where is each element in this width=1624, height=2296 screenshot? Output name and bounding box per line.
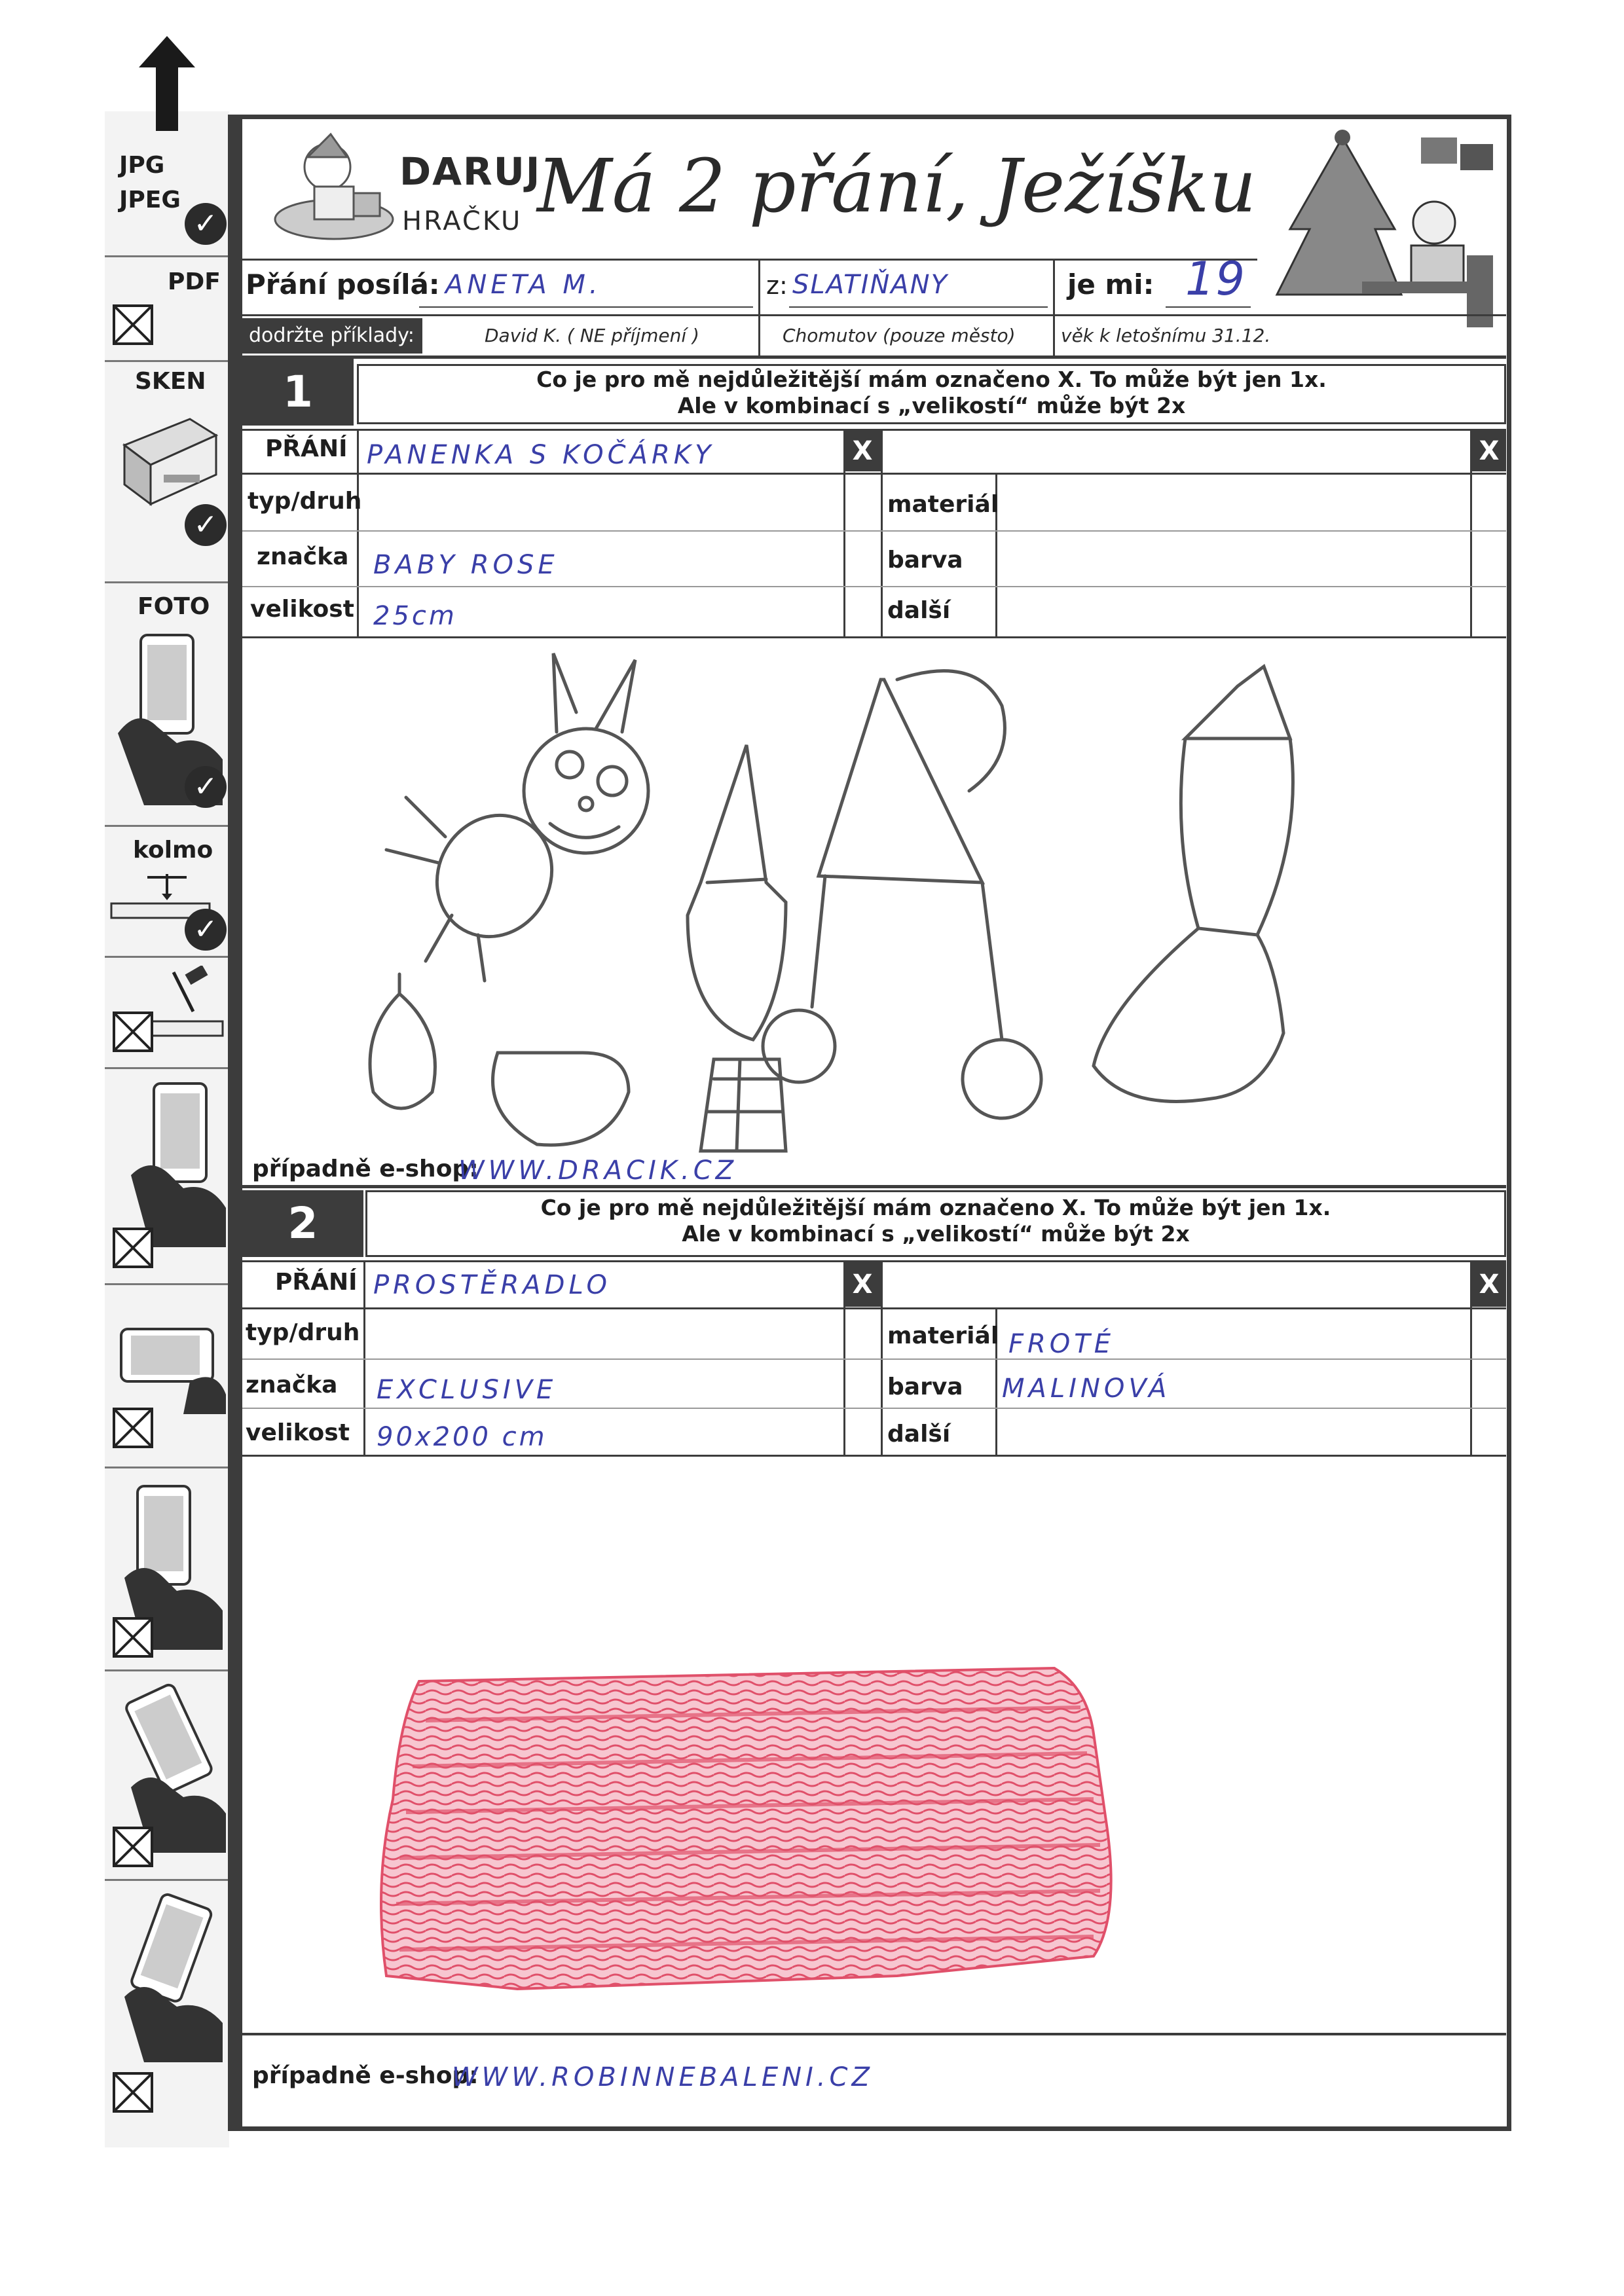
sidebar-sken-label: SKEN xyxy=(135,368,206,395)
header-divider xyxy=(242,259,1257,261)
section-divider xyxy=(242,355,1506,359)
phone-landscape-icon xyxy=(118,1303,229,1414)
instruction-line-1: Co je pro mě nejdůležitější mám označeno X. To může být jen 1x. xyxy=(536,367,1327,392)
wish-label: PŘÁNÍ xyxy=(265,435,348,462)
instruction-line-1: Co je pro mě nejdůležitější mám označeno X. To může být jen 1x. xyxy=(540,1195,1331,1220)
logo-hracku: HRAČKU xyxy=(402,206,523,236)
wish-label: PŘÁNÍ xyxy=(275,1269,358,1296)
check-icon: ✓ xyxy=(185,504,227,546)
material-label: materiál xyxy=(887,491,999,518)
material-label: materiál xyxy=(887,1322,999,1349)
table-row-line xyxy=(242,586,1506,587)
instruction-line-2: Ale v kombinací s „velikostí“ může být 2x xyxy=(682,1221,1190,1247)
sidebar-divider xyxy=(105,1467,229,1468)
christmas-tree-child-icon xyxy=(1270,124,1506,334)
size-label: velikost xyxy=(250,596,354,623)
form-left-bar xyxy=(228,115,242,2131)
sidebar-kolmo-label: kolmo xyxy=(133,837,213,864)
size-value: 90x200 cm xyxy=(377,1422,547,1452)
sidebar-divider xyxy=(105,360,229,362)
table-row-line xyxy=(242,1408,1506,1409)
field-divider xyxy=(1053,259,1055,355)
wish-value: PROSTĚRADLO xyxy=(373,1270,611,1300)
sidebar-divider xyxy=(105,581,229,583)
sidebar-divider xyxy=(105,1879,229,1881)
sidebar-divider xyxy=(105,956,229,958)
sidebar-divider xyxy=(105,1067,229,1069)
crayon-drawing xyxy=(242,1459,1506,2035)
sidebar-pdf-label: PDF xyxy=(168,268,221,295)
age-value: 19 xyxy=(1185,252,1247,306)
instruction-line-2: Ale v kombinací s „velikostí“ může být 2x xyxy=(677,393,1186,418)
example-name: David K. ( NE příjmení ) xyxy=(485,325,699,346)
size-value: 25cm xyxy=(373,601,457,631)
check-icon: ✓ xyxy=(185,909,227,951)
other-label: další xyxy=(887,597,951,624)
up-arrow-icon xyxy=(138,36,196,131)
eshop-value: WWW.ROBINNEBALENI.CZ xyxy=(452,2062,874,2092)
santa-logo-icon xyxy=(268,128,399,246)
town-underline xyxy=(789,306,1048,308)
brand-label: značka xyxy=(246,1372,338,1398)
wish-value: PANENKA S KOČÁRKY xyxy=(367,440,715,470)
examples-label: dodržte příklady: xyxy=(242,318,422,354)
example-town: Chomutov (pouze město) xyxy=(783,325,1016,346)
table-row-line xyxy=(242,530,1506,532)
field-divider xyxy=(758,259,760,355)
checkbox-crossed-icon xyxy=(113,1617,153,1658)
wish-number-badge: 2 xyxy=(242,1190,363,1257)
checkbox-crossed-icon xyxy=(113,2072,153,2113)
sidebar-divider xyxy=(105,255,229,257)
checkbox-crossed-icon xyxy=(113,1011,153,1052)
sidebar-foto-label: FOTO xyxy=(138,593,210,620)
logo-daruj: DARUJ xyxy=(399,149,542,194)
table-divider xyxy=(357,429,359,638)
sidebar-divider xyxy=(105,1283,229,1285)
sidebar-divider xyxy=(105,1669,229,1671)
age-label: je mi: xyxy=(1067,268,1154,301)
examples-divider xyxy=(242,314,1506,316)
checkbox-crossed-icon xyxy=(113,304,153,345)
priority-x-marker: X xyxy=(843,431,881,471)
checkbox-crossed-icon xyxy=(113,1827,153,1867)
table-row-line xyxy=(242,1185,1506,1188)
material-value: FROTÉ xyxy=(1008,1329,1115,1359)
type-label: typ/druh xyxy=(246,1319,360,1346)
sidebar-jpeg-label: JPEG xyxy=(119,187,181,213)
scanner-icon xyxy=(118,406,223,517)
priority-x-marker: X xyxy=(1472,431,1506,471)
eshop-label: případně e-shop: xyxy=(252,1156,479,1182)
brand-value: EXCLUSIVE xyxy=(377,1375,557,1405)
checkbox-crossed-icon xyxy=(113,1228,153,1268)
eshop-value: WWW.DRACIK.CZ xyxy=(458,1156,738,1186)
town-value: SLATIŇANY xyxy=(792,270,948,300)
age-underline xyxy=(1166,306,1251,308)
checkbox-crossed-icon xyxy=(113,1408,153,1448)
color-value: MALINOVÁ xyxy=(1002,1374,1171,1404)
type-label: typ/druh xyxy=(248,488,362,515)
priority-x-marker: X xyxy=(843,1262,881,1307)
color-label: barva xyxy=(887,547,963,574)
brand-value: BABY ROSE xyxy=(373,550,559,580)
check-icon: ✓ xyxy=(185,766,227,808)
size-label: velikost xyxy=(246,1419,350,1446)
brand-label: značka xyxy=(257,543,349,570)
sender-label: Přání posílá: xyxy=(246,268,440,301)
town-label: z: xyxy=(766,271,788,300)
sender-name-underline xyxy=(419,306,753,308)
child-drawing xyxy=(242,640,1506,1184)
table-row-line xyxy=(242,473,1506,475)
priority-x-marker: X xyxy=(1472,1262,1506,1307)
table-row-line xyxy=(242,1307,1506,1309)
eshop-label: případně e-shop: xyxy=(252,2062,479,2089)
color-label: barva xyxy=(887,1374,963,1400)
phone-in-hand-icon xyxy=(118,1077,229,1247)
table-row-line xyxy=(242,1358,1506,1360)
page-title: Má 2 přání, Ježíšku xyxy=(537,144,1257,229)
sidebar-divider xyxy=(105,825,229,827)
example-age: věk k letošnímu 31.12. xyxy=(1061,325,1271,346)
table-row-line xyxy=(242,2033,1506,2035)
phone-tilted-icon xyxy=(118,1892,229,2062)
check-icon: ✓ xyxy=(185,203,227,245)
sender-name-value: ANETA M. xyxy=(445,270,602,300)
wish-number-badge: 1 xyxy=(242,359,354,426)
sidebar-jpg-label: JPG xyxy=(119,152,165,179)
other-label: další xyxy=(887,1421,951,1448)
